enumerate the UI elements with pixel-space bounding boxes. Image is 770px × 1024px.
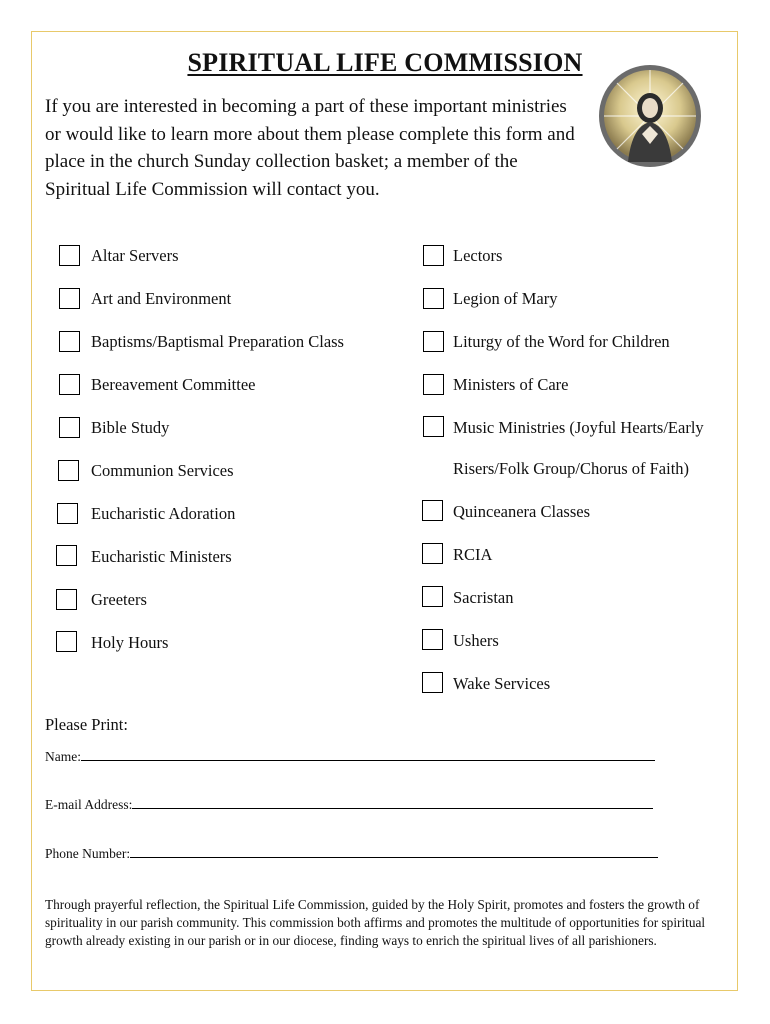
please-print-heading: Please Print: bbox=[45, 715, 128, 734]
option-label: Music Ministries (Joyful Hearts/Early bbox=[453, 418, 704, 437]
checkbox[interactable] bbox=[422, 629, 443, 650]
checkbox[interactable] bbox=[59, 331, 80, 352]
email-label: E-mail Address: bbox=[45, 797, 133, 812]
checkbox[interactable] bbox=[422, 672, 443, 693]
option-label: Bereavement Committee bbox=[91, 375, 256, 394]
name-field[interactable] bbox=[45, 749, 655, 765]
name-label: Name: bbox=[45, 749, 81, 764]
checkbox[interactable] bbox=[59, 417, 80, 438]
option-label: Baptisms/Baptismal Preparation Class bbox=[91, 332, 344, 351]
option-label: Lectors bbox=[453, 246, 503, 265]
option-label: Quinceanera Classes bbox=[453, 502, 590, 521]
madonna-medallion-image bbox=[598, 64, 702, 168]
checkbox[interactable] bbox=[423, 416, 444, 437]
checkbox[interactable] bbox=[56, 631, 77, 652]
phone-input-line[interactable] bbox=[130, 846, 658, 858]
option-label: Holy Hours bbox=[91, 633, 169, 652]
checkbox[interactable] bbox=[422, 586, 443, 607]
phone-field[interactable] bbox=[45, 846, 658, 862]
footer-statement: Through prayerful reflection, the Spiritual Life Commission, guided by the Holy Spirit, promotes and fosters the growth of spirituality in our parish community. This commission both affirms and promotes the multitude of opportunities for spiritual growth already existing in our parish or in our diocese, finding ways to enrich the spiritual lives of all parishioners. bbox=[45, 897, 706, 948]
option-label: Eucharistic Adoration bbox=[91, 504, 236, 523]
option-label: Legion of Mary bbox=[453, 289, 558, 308]
checkbox[interactable] bbox=[57, 503, 78, 524]
phone-label: Phone Number: bbox=[45, 846, 131, 861]
checkbox[interactable] bbox=[423, 288, 444, 309]
email-field[interactable] bbox=[45, 797, 653, 813]
checkbox[interactable] bbox=[422, 500, 443, 521]
option-label: Bible Study bbox=[91, 418, 170, 437]
option-label-continued: Risers/Folk Group/Chorus of Faith) bbox=[453, 459, 690, 478]
option-label: Ministers of Care bbox=[453, 375, 569, 394]
option-label: Eucharistic Ministers bbox=[91, 547, 232, 566]
checkbox[interactable] bbox=[59, 288, 80, 309]
page-title: SPIRITUAL LIFE COMMISSION bbox=[187, 48, 583, 77]
intro-text: If you are interested in becoming a part of these important ministries or would like to learn more about them please complete this form and place in the church Sunday collection basket; a member of the Spiritual Life Commission will contact you. bbox=[45, 96, 575, 200]
checkbox[interactable] bbox=[58, 460, 79, 481]
checkbox[interactable] bbox=[56, 589, 77, 610]
checkbox[interactable] bbox=[59, 245, 80, 266]
checkbox[interactable] bbox=[422, 543, 443, 564]
option-label: RCIA bbox=[453, 545, 493, 564]
option-label: Wake Services bbox=[453, 674, 551, 693]
name-input-line[interactable] bbox=[81, 749, 655, 761]
option-label: Liturgy of the Word for Children bbox=[453, 332, 670, 351]
checkbox[interactable] bbox=[423, 374, 444, 395]
option-label: Art and Environment bbox=[91, 289, 232, 308]
option-label: Communion Services bbox=[91, 461, 234, 480]
option-label: Greeters bbox=[91, 590, 147, 609]
checkbox[interactable] bbox=[423, 245, 444, 266]
checkbox[interactable] bbox=[56, 545, 77, 566]
option-label: Altar Servers bbox=[91, 246, 179, 265]
option-label: Ushers bbox=[453, 631, 499, 650]
checkbox[interactable] bbox=[59, 374, 80, 395]
checkbox[interactable] bbox=[423, 331, 444, 352]
email-input-line[interactable] bbox=[132, 797, 653, 809]
option-label: Sacristan bbox=[453, 588, 514, 607]
